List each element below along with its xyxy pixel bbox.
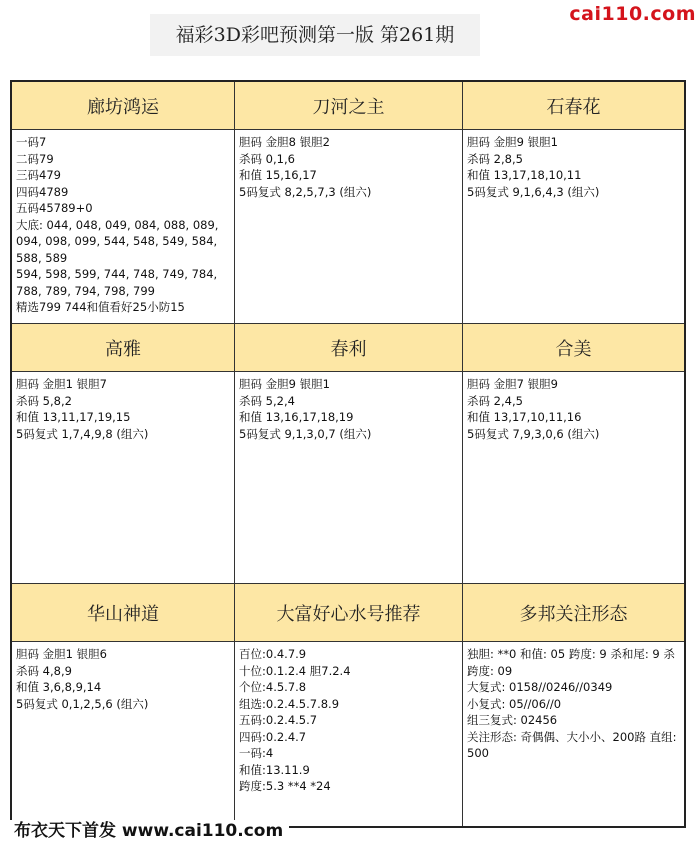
- cell-header-5: 春利: [235, 324, 463, 372]
- footer-rule: [364, 826, 686, 828]
- cell-body-5: 胆码 金胆9 银胆1 杀码 5,2,4 和值 13,16,17,18,19 5码复式 9,1,3,0,7 (组六): [235, 372, 463, 584]
- footer-credit: 布衣天下首发 www.cai110.com: [8, 820, 289, 842]
- page-title: 福彩3D彩吧预测第一版 第261期: [150, 14, 480, 56]
- cell-header-3: 石春花: [463, 82, 684, 130]
- cell-header-2: 刀河之主: [235, 82, 463, 130]
- cell-body-6: 胆码 金胆7 银胆9 杀码 2,4,5 和值 13,17,10,11,16 5码复式 7,9,3,0,6 (组六): [463, 372, 684, 584]
- cell-header-7: 华山神道: [12, 584, 235, 642]
- cell-header-6: 合美: [463, 324, 684, 372]
- site-watermark: cai110.com: [569, 3, 696, 25]
- prediction-grid: [10, 80, 686, 828]
- cell-body-1: 一码7 二码79 三码479 四码4789 五码45789+0 大底: 044, 048, 049, 084, 088, 089, 094, 098, 099, 544, 548, 549, 584, 588, 589 594, 598, 599, 744, 748, 749, 784, 788, 789, 794, 798, 799 精选799 744和值看好25小防15: [12, 130, 235, 324]
- cell-body-2: 胆码 金胆8 银胆2 杀码 0,1,6 和值 15,16,17 5码复式 8,2,5,7,3 (组六): [235, 130, 463, 324]
- cell-header-1: 廊坊鸿运: [12, 82, 235, 130]
- cell-body-3: 胆码 金胆9 银胆1 杀码 2,8,5 和值 13,17,18,10,11 5码复式 9,1,6,4,3 (组六): [463, 130, 684, 324]
- cell-body-7: 胆码 金胆1 银胆6 杀码 4,8,9 和值 3,6,8,9,14 5码复式 0,1,2,5,6 (组六): [12, 642, 235, 826]
- cell-header-8: 大富好心水号推荐: [235, 584, 463, 642]
- cell-header-4: 高雅: [12, 324, 235, 372]
- cell-body-8: 百位:0.4.7.9 十位:0.1.2.4 胆7.2.4 个位:4.5.7.8 组选:0.2.4.5.7.8.9 五码:0.2.4.5.7 四码:0.2.4.7 一码:4 和值:13.11.9 跨度:5.3 **4 *24: [235, 642, 463, 826]
- cell-header-9: 多邦关注形态: [463, 584, 684, 642]
- cell-body-4: 胆码 金胆1 银胆7 杀码 5,8,2 和值 13,11,17,19,15 5码复式 1,7,4,9,8 (组六): [12, 372, 235, 584]
- cell-body-9: 独胆: **0 和值: 05 跨度: 9 杀和尾: 9 杀跨度: 09 大复式: 0158//0246//0349 小复式: 05//06//0 组三复式: 02456 关注形态: 奇偶偶、大小小、200路 直组: 500: [467, 647, 677, 760]
